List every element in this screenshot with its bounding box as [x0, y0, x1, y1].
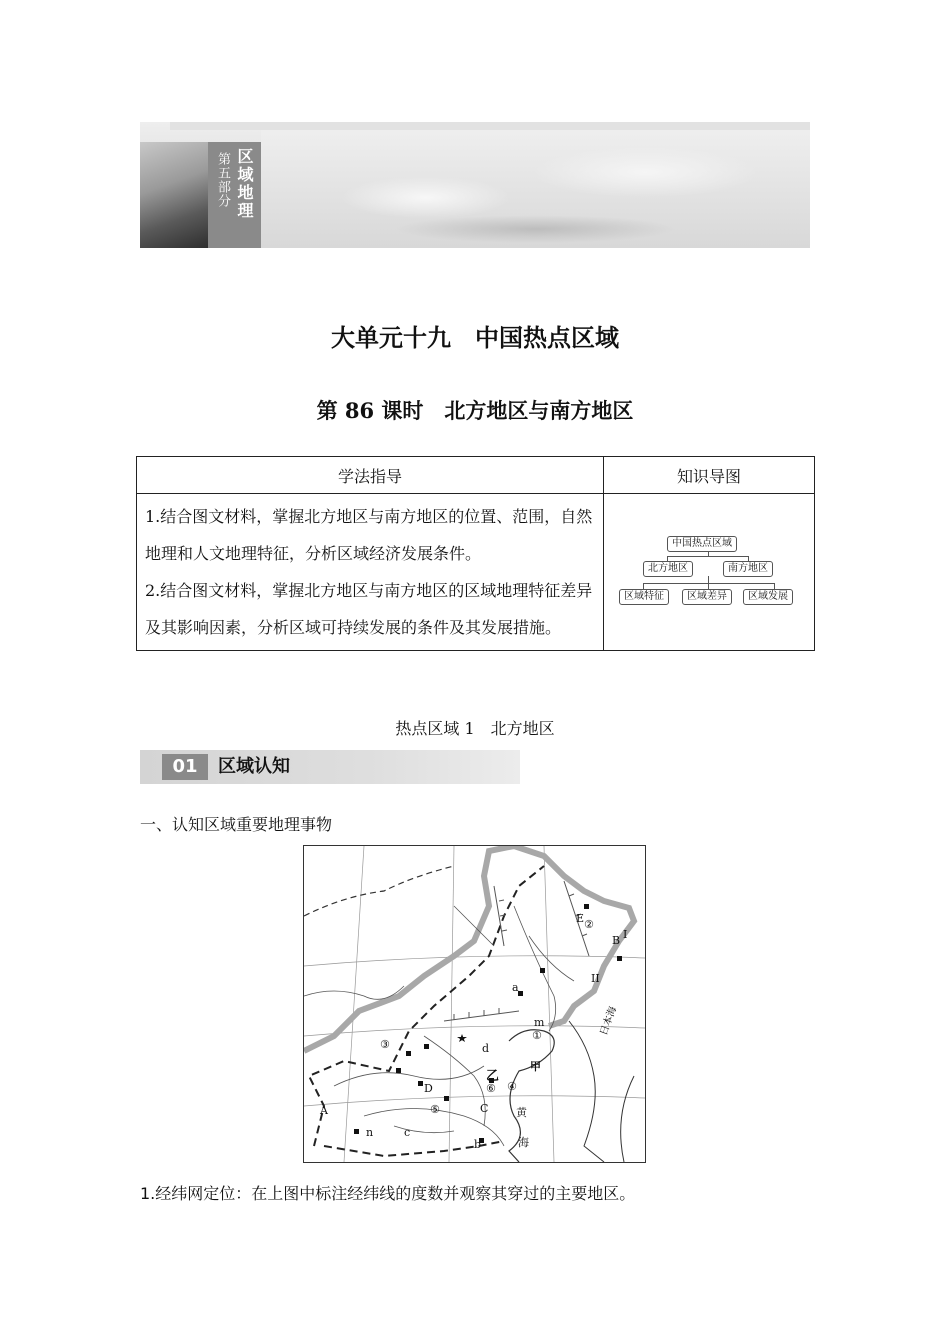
- label-A: A: [320, 1104, 328, 1117]
- banner-part-box: [208, 142, 261, 248]
- marker-3: ③: [380, 1038, 390, 1051]
- label-B: B: [612, 934, 621, 947]
- marker-4: ④: [507, 1080, 517, 1093]
- marker-6: ⑥: [486, 1082, 496, 1095]
- label-yi: 乙: [486, 1069, 500, 1084]
- guidance-cell: [137, 494, 604, 651]
- label-yellow-sea-2: 海: [518, 1136, 529, 1149]
- marker-5: ⑤: [430, 1103, 440, 1116]
- item-heading: 一、认知区域重要地理事物: [140, 815, 333, 834]
- label-b: b: [474, 1138, 482, 1151]
- banner-cloud-image: [261, 122, 810, 248]
- mindmap-region-development: 区域发展: [743, 589, 793, 605]
- banner-mountain-image: [140, 142, 208, 248]
- guidance-item: 1.结合图文材料，掌握北方地区与南方地区的位置、范围，自然地理和人文地理特征，分析区域经济发展条件。: [145, 507, 593, 563]
- part-label: 第五部分: [215, 152, 230, 208]
- banner-top-strip: [170, 122, 810, 130]
- label-yellow-sea-1: 黄: [516, 1106, 527, 1119]
- mindmap-cell: [604, 494, 815, 651]
- label-C: C: [480, 1102, 489, 1115]
- item-latlong: [140, 1181, 635, 1204]
- label-I: I: [623, 928, 628, 941]
- section-number: 01: [162, 754, 208, 780]
- label-D: D: [424, 1082, 433, 1095]
- label-m: m: [534, 1016, 545, 1029]
- mindmap-root: 中国热点区域: [667, 536, 737, 552]
- region-boundary: [309, 866, 544, 1146]
- label-d: d: [482, 1042, 490, 1055]
- section-label: 区域地理: [235, 148, 254, 220]
- table-header-guidance: 学法指导: [137, 457, 604, 494]
- section-banner: [140, 122, 810, 248]
- map-svg: [304, 846, 645, 1162]
- marker-2: ②: [584, 918, 594, 931]
- lesson-title: 第 86 课时 北方地区与南方地区: [316, 398, 634, 423]
- mindmap-region-differences: 区域差异: [682, 589, 732, 605]
- item-latlong-key: 1.经纬网定位：: [140, 1184, 252, 1203]
- guidance-table: [136, 456, 815, 651]
- label-a: a: [512, 981, 519, 994]
- hotspot-heading: 热点区域 1 北方地区: [395, 719, 555, 738]
- item-latlong-text: 在上图中标注经纬线的度数并观察其穿过的主要地区。: [251, 1184, 636, 1203]
- guidance-item: 2.结合图文材料，掌握北方地区与南方地区的区域地理特征差异及其影响因素，分析区域可持续发展的条件及其发展措施。: [145, 581, 593, 637]
- mindmap-north: 北方地区: [643, 561, 693, 577]
- label-II: II: [591, 972, 600, 985]
- label-sea-of-japan: 日本海: [598, 1005, 620, 1038]
- north-china-map: [303, 845, 646, 1163]
- section-label-text: 区域认知: [218, 756, 290, 777]
- mindmap: [619, 536, 799, 608]
- border-line: [304, 846, 634, 1051]
- label-n: n: [366, 1126, 374, 1139]
- mindmap-region-features: 区域特征: [619, 589, 669, 605]
- marker-1: ①: [532, 1029, 542, 1042]
- label-jia: 甲: [530, 1060, 541, 1073]
- mindmap-south: 南方地区: [723, 561, 773, 577]
- label-c: c: [404, 1126, 411, 1139]
- label-E: E: [576, 912, 585, 925]
- unit-title: 大单元十九 中国热点区域: [331, 324, 619, 352]
- section-bar: [140, 750, 520, 784]
- table-header-mindmap: 知识导图: [604, 457, 815, 494]
